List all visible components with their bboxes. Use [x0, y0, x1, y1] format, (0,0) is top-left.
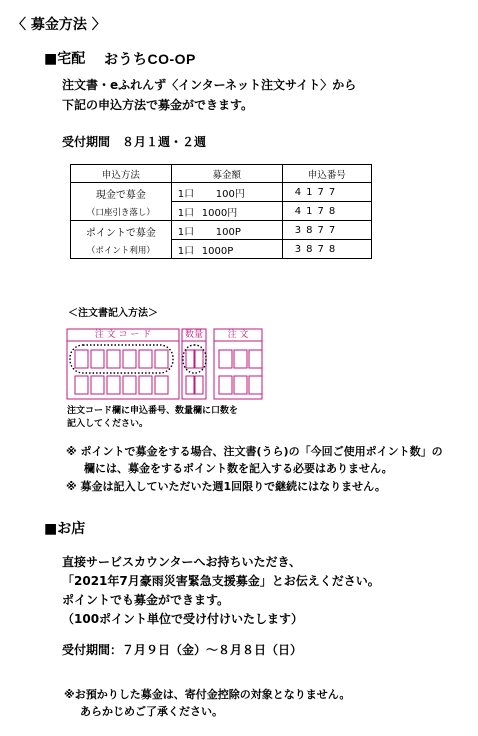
table-row: [71, 183, 372, 202]
table-header: 申込方法: [71, 165, 172, 183]
delivery-label: 宅配: [57, 51, 86, 67]
form-title: ＜注文書記入方法＞: [68, 308, 158, 319]
delivery-text-1: 注文書・eふれんず〈インターネット注文サイト〉から: [62, 78, 357, 92]
amount-cell: 1口 100P: [171, 221, 282, 240]
form-header-code: 注 文 コ ー ド: [94, 330, 152, 340]
table-row: [71, 221, 372, 240]
store-period: 受付期間：７月９日（金）～８月８日（日）: [62, 643, 303, 657]
store-label: お店: [57, 521, 86, 537]
method-cash: [71, 183, 172, 221]
section-marker: ■: [44, 51, 58, 67]
footer-note-1: ※お預かりした募金は、寄付金控除の対象となりません。: [64, 688, 351, 701]
store-text-3: ポイントでも募金ができます。: [62, 593, 230, 607]
method-label: ポイントで募金: [85, 227, 156, 239]
note-2: ※ 募金は記入していただいた週1回限りで継続にはなりません。: [66, 480, 386, 493]
delivery-section-title: [44, 52, 85, 66]
amount-cell: 1口 1000P: [171, 240, 282, 259]
store-text-4: （100ポイント単位で受け付けいたします）: [62, 612, 304, 626]
method-sub: （口座引き落し）: [86, 207, 155, 218]
store-section-title: [44, 522, 85, 536]
table-header: 申込番号: [282, 165, 371, 183]
form-header-next: 注 文: [227, 330, 249, 340]
store-text-2: 「2021年7月豪雨災害緊急支援募金」とお伝えください。: [62, 574, 380, 588]
form-header-qty: 数量: [184, 330, 203, 340]
note-1-line-2: 欄には、募金をするポイント数を記入する必要はありません。: [84, 462, 393, 475]
amount-cell: 1口 100円: [171, 183, 282, 202]
section-marker: ■: [44, 521, 58, 537]
table-header: 募金額: [171, 165, 282, 183]
form-caption-1: 注文コード欄に申込番号、数量欄に口数を: [67, 406, 239, 416]
amount-cell: 1口 1000円: [171, 202, 282, 221]
number-cell: 4178: [282, 202, 371, 221]
code-highlight-oval: [70, 345, 173, 373]
number-cell: 4177: [282, 183, 371, 202]
delivery-period: 受付期間 ８月１週・２週: [62, 135, 207, 149]
method-points: [71, 221, 172, 259]
method-label: 現金で募金: [95, 189, 146, 201]
fund-table: [70, 164, 372, 259]
number-cell: 3878: [282, 240, 371, 259]
page-title: 〈 募金方法 〉: [12, 17, 106, 33]
delivery-text-2: 下記の申込方法で募金ができます。: [62, 98, 254, 112]
form-caption-2: 記入してください。: [67, 419, 149, 429]
number-cell: 3877: [282, 221, 371, 240]
store-text-1: 直接サービスカウンターへお持ちいただき、: [62, 555, 302, 569]
table-header-row: [71, 165, 372, 183]
footer-note-2: あらかじめご了承ください。: [80, 705, 223, 718]
brand-logo: おうちCO-OP: [104, 51, 196, 67]
method-sub: （ポイント利用）: [86, 245, 155, 256]
note-1-line-1: ※ ポイントで募金をする場合、注文書(うら)の「今回ご使用ポイント数」の: [66, 445, 443, 458]
